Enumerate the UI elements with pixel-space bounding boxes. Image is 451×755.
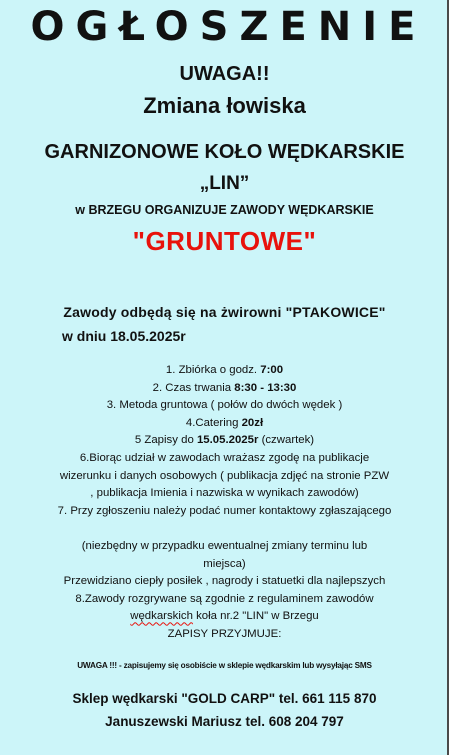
signup-item [0,432,449,450]
consent-line-3: , publikacja Imienia i nazwiska w wynikach zawodów) [90,487,359,500]
duration-label: 2. Czas trwania [152,381,235,394]
required-line-1: (niezbędny w przypadku ewentualnej zmiany terminu lub [81,539,368,552]
accepting-line: ZAPISY PRZYJMUJE: [167,627,282,640]
competition-type: "GRUNTOWE" [132,226,317,256]
consent-line-1: 6.Biorąc udział w zawodach wrażasz zgodę na publikacje [79,451,370,464]
change-heading: Zmiana łowiska [143,93,306,118]
signup-label: 5 Zapisy do [134,434,197,447]
club-heading: GARNIZONOWE KOŁO WĘDKARSKIE [44,141,405,163]
date-line: w dniu 18.05.2025r [62,328,186,344]
poster-title: OGŁOSZENIE [30,4,427,50]
prizes-line: Przewidziano ciepły posiłek , nagrody i statuetki dla najlepszych [63,575,386,588]
rules-word: wędkarskich [130,610,193,623]
catering-price: 20zł [241,416,264,429]
phone-note: 7. Przy zgłoszeniu należy podać numer kontaktowy zgłaszającego [57,504,392,517]
signup-notice: UWAGA !!! - zapisujemy się osobiście w sklepie wędkarskim lub wysyłając SMS [77,661,372,670]
duration-item [0,380,449,398]
gathering-label: 1. Zbiórka o godz. [165,364,261,376]
signup-weekday: (czwartek) [258,434,315,447]
venue-line: Zawody odbędą się na żwirowni "PTAKOWICE" [63,304,386,320]
notice-heading: UWAGA!! [179,63,270,85]
gathering-time: 7:00 [260,364,284,376]
page-edge-divider [447,0,448,755]
duration-time: 8:30 - 13:30 [234,381,297,394]
organizer-line: w BRZEGU ORGANIZUJE ZAWODY WĘDKARSKIE [75,203,374,217]
rules-line-1: 8.Zawody rozgrywane są zgodnie z regulaminem zawodów [75,592,374,605]
consent-line-2: wizerunku i danych osobowych ( publikacja zdjęć na stronie PZW [59,469,390,482]
method-item: 3. Metoda gruntowa ( połów do dwóch wędek ) [106,399,343,412]
rules-line-2 [0,608,449,626]
club-name: „LIN” [199,173,250,194]
details-list [0,362,449,644]
catering-label: 4.Catering [185,416,242,429]
spacer [0,520,449,538]
shop-contact: Sklep wędkarski "GOLD CARP" tel. 661 115 870 [72,691,377,706]
required-line-2: miejsca) [203,557,246,570]
owner-contact: Januszewski Mariusz tel. 608 204 797 [105,714,344,729]
signup-date: 15.05.2025r [196,434,259,447]
gathering-item [0,362,449,380]
rules-rest: koła nr.2 "LIN" w Brzegu [192,610,319,623]
catering-item [0,415,449,433]
